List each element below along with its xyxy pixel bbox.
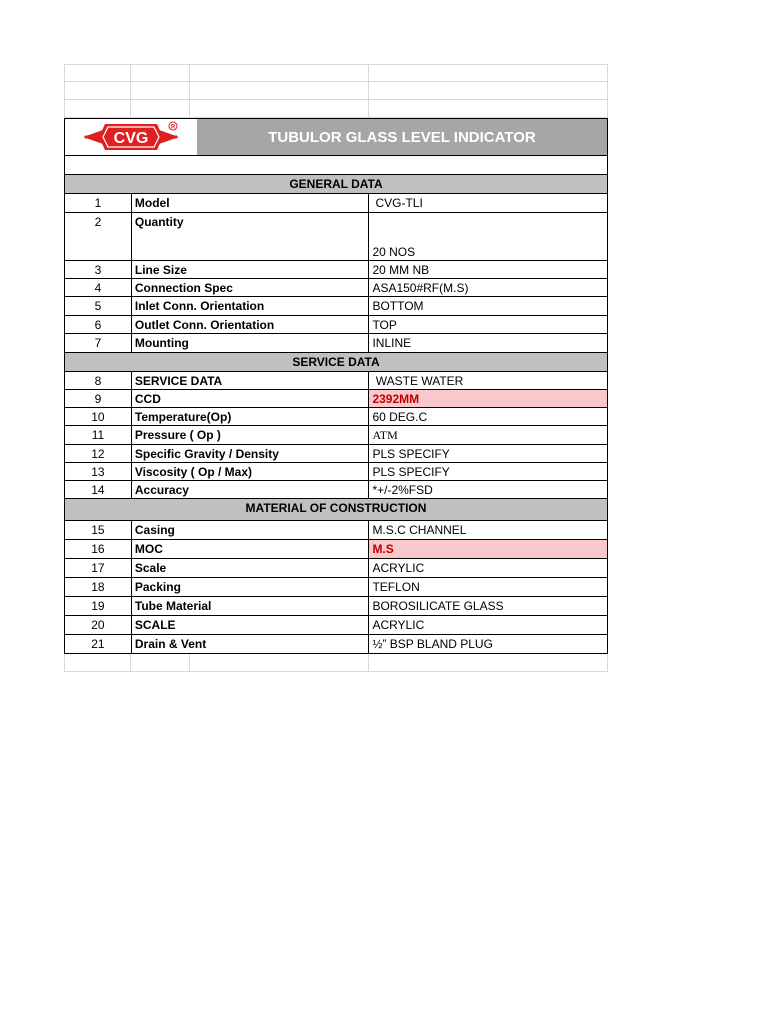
table-row: 18 Packing TEFLON: [64, 578, 608, 597]
cvg-logo-icon: [81, 120, 181, 154]
document-title: TUBULOR GLASS LEVEL INDICATOR: [197, 119, 607, 155]
table-row: 5 Inlet Conn. Orientation BOTTOM: [64, 297, 608, 316]
table-row: 20 SCALE ACRYLIC: [64, 616, 608, 635]
table-row: 14 Accuracy *+/-2%FSD: [64, 481, 608, 499]
table-row: 11 Pressure ( Op ) ATM: [64, 426, 608, 445]
table-row: 3 Line Size 20 MM NB: [64, 261, 608, 279]
svg-text:CVG: CVG: [113, 130, 149, 147]
table-row: 13 Viscosity ( Op / Max) PLS SPECIFY: [64, 463, 608, 481]
table-row: 2 Quantity 20 NOS: [64, 213, 608, 261]
table-row: 1 Model CVG-TLI: [64, 194, 608, 213]
table-row: 4 Connection Spec ASA150#RF(M.S): [64, 279, 608, 297]
spreadsheet: [64, 64, 608, 672]
grid-row: [64, 654, 608, 672]
table-row: 7 Mounting INLINE: [64, 334, 608, 353]
table-row: 19 Tube Material BOROSILICATE GLASS: [64, 597, 608, 616]
table-row: 16 MOC M.S: [64, 540, 608, 559]
grid-row: [64, 82, 608, 100]
section-general-data: GENERAL DATA: [64, 174, 608, 194]
blank-row: [64, 156, 608, 174]
section-service-data: SERVICE DATA: [64, 353, 608, 372]
cvg-logo: [65, 119, 197, 155]
table-row: 8 SERVICE DATA WASTE WATER: [64, 372, 608, 390]
grid-row: [64, 64, 608, 82]
table-row: 21 Drain & Vent ½” BSP BLAND PLUG: [64, 635, 608, 654]
table-row: 10 Temperature(Op) 60 DEG.C: [64, 408, 608, 426]
table-row: 15 Casing M.S.C CHANNEL: [64, 521, 608, 540]
title-block: [64, 118, 608, 156]
svg-text:R: R: [170, 124, 176, 131]
grid-row: [64, 100, 608, 118]
table-row: 17 Scale ACRYLIC: [64, 559, 608, 578]
table-row: 9 CCD 2392MM: [64, 390, 608, 408]
section-material-of-construction: MATERIAL OF CONSTRUCTION: [64, 499, 608, 521]
table-row: 12 Specific Gravity / Density PLS SPECIFY: [64, 445, 608, 463]
table-row: 6 Outlet Conn. Orientation TOP: [64, 316, 608, 334]
